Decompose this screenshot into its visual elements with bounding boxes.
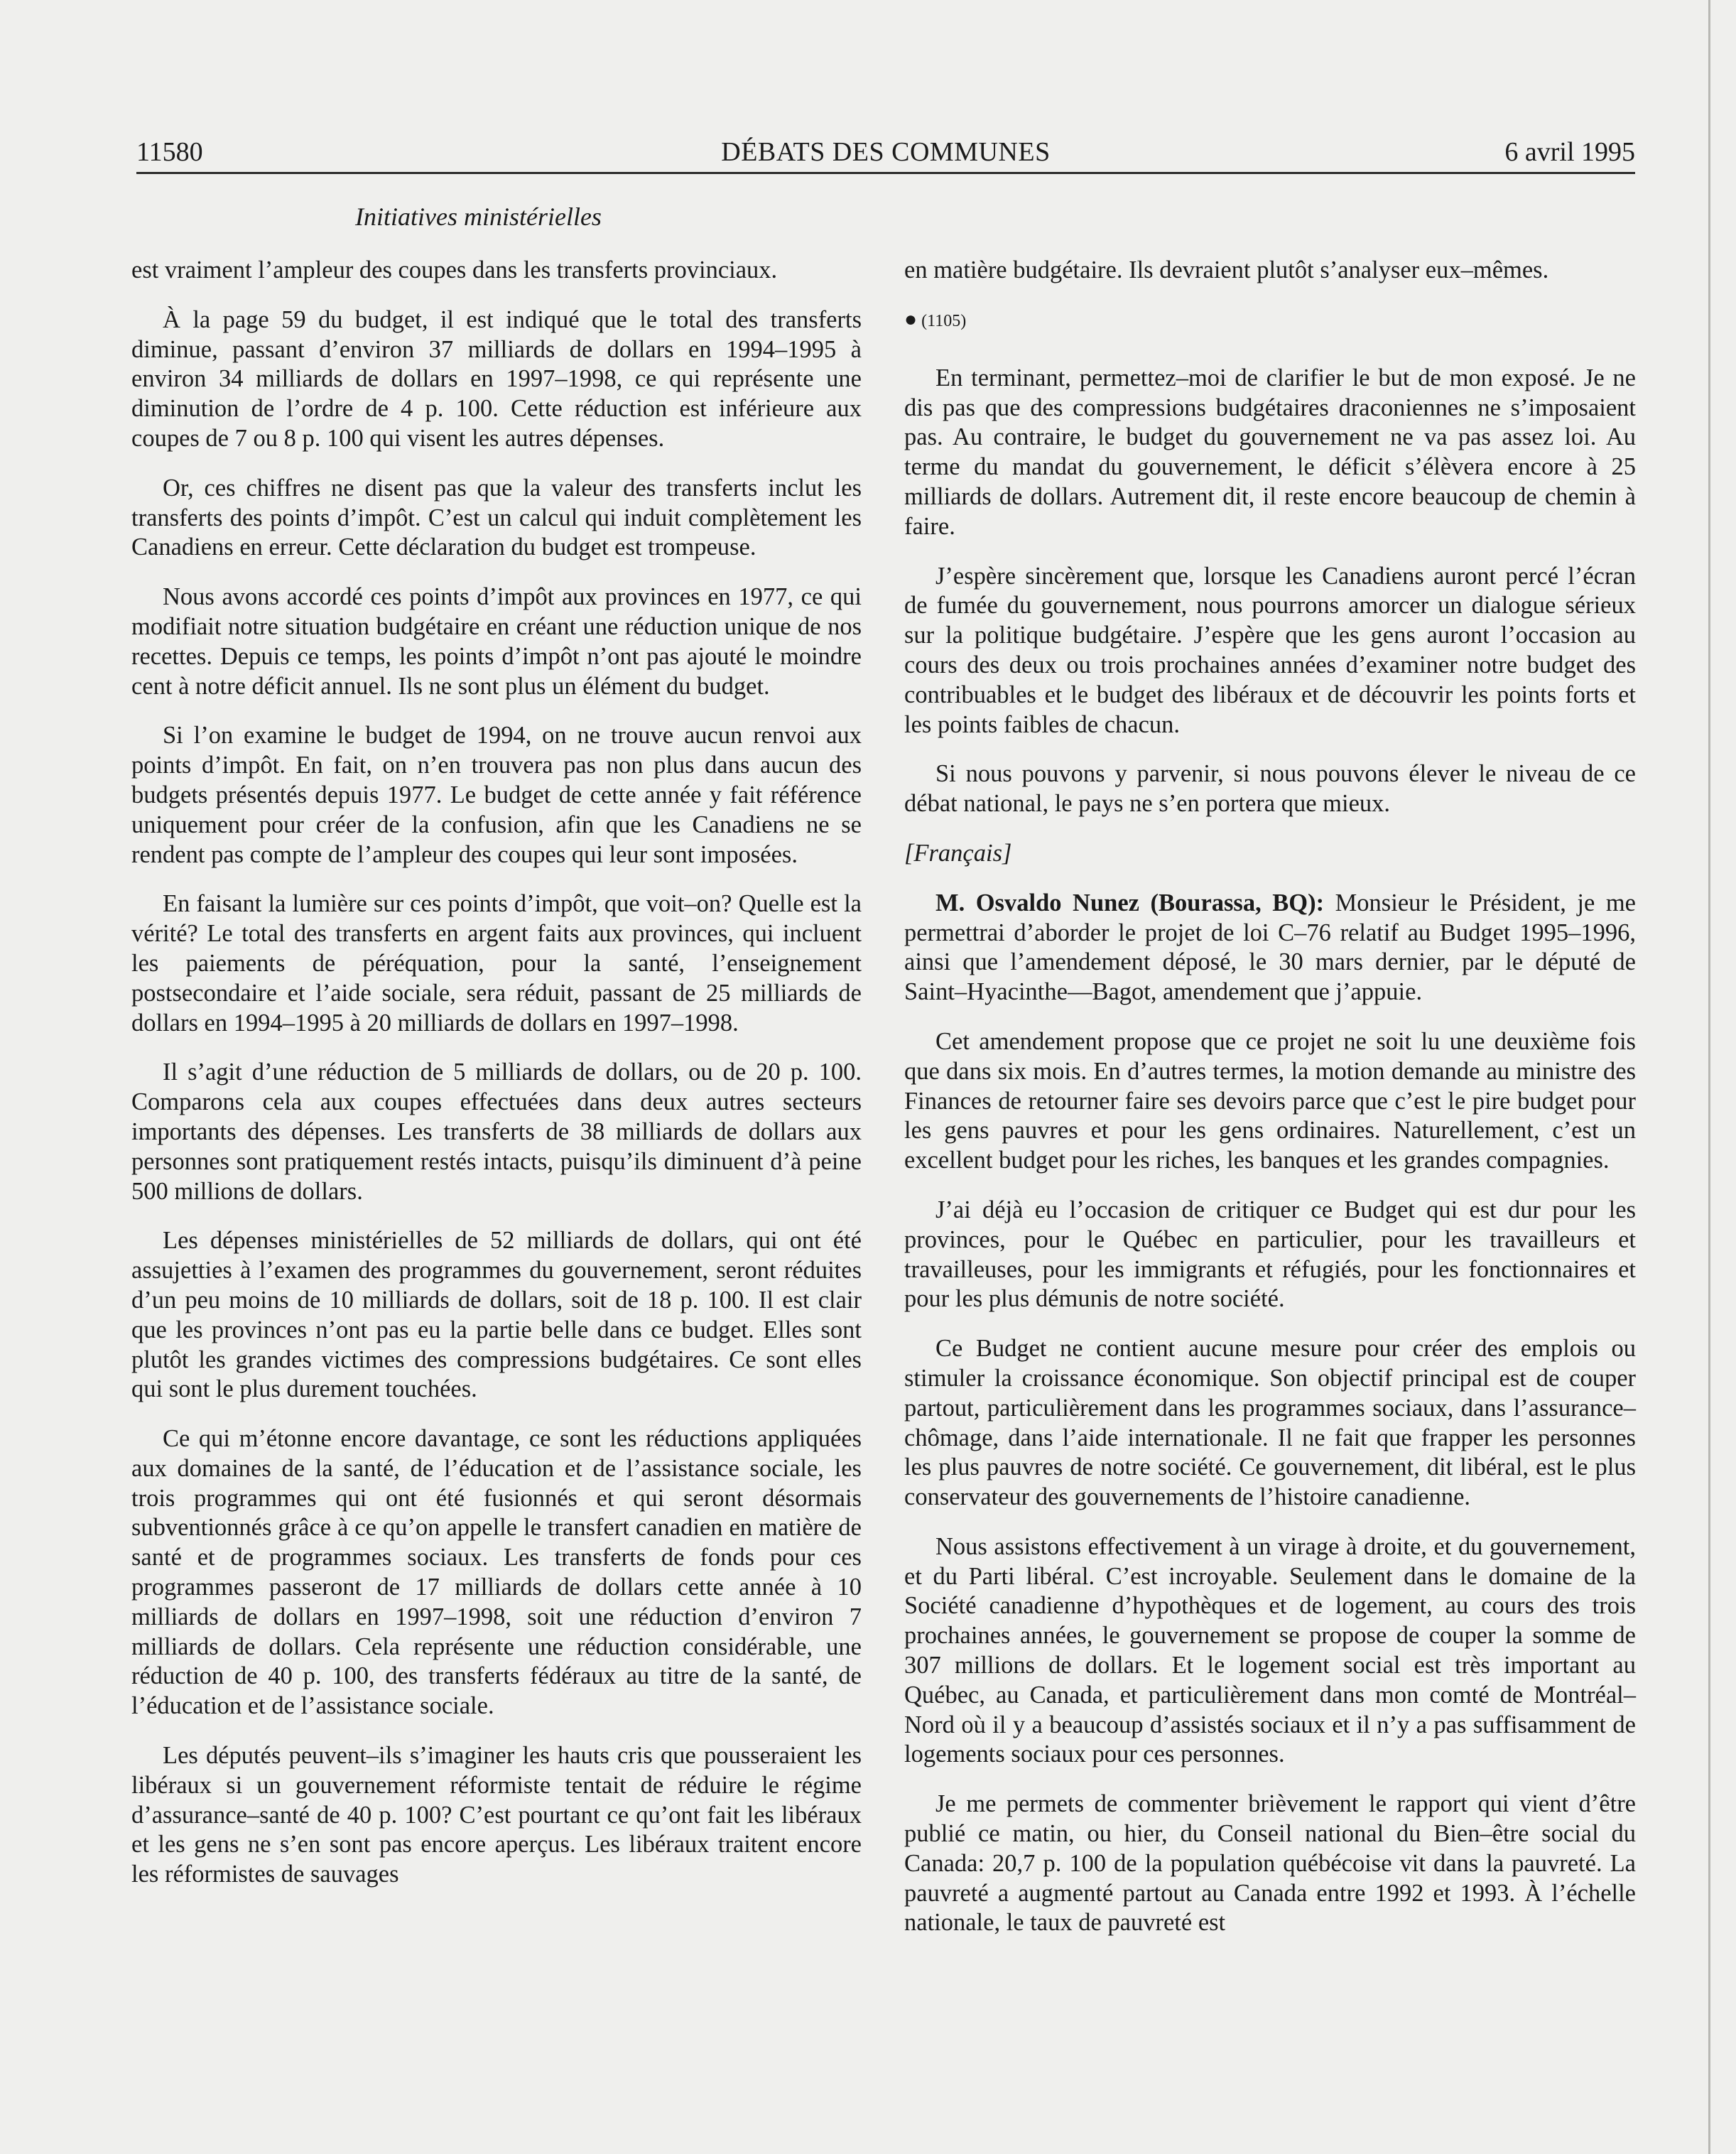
page-header [136,126,1635,174]
paragraph: Je me permets de commenter brièvement le rapport qui vient d’être publié ce matin, ou hier, du Conseil national du Bien–être social du Canada: 20,7 p. 100 de la population québécoise vit dans la pauvreté. La pauvreté a augmenté partout au Canada entre 1992 et 1993. À l’échelle nationale, le taux de pauvreté est [904,1790,1636,1937]
section-label: Initiatives ministérielles [355,202,602,231]
time-marker [904,308,1636,332]
paragraph: Les députés peuvent–ils s’imaginer les hauts cris que pousseraient les libéraux si un gouvernement réformiste tentait de réduire le régime d’assurance–santé de 40 p. 100? C’est pourtant ce qu’ont fait les libéraux et les gens ne s’en sont pas encore aperçus. Les libéraux traitent encore les réformistes de sauvages [131,1742,862,1888]
paragraph: en matière budgétaire. Ils devraient plutôt s’analyser eux–mêmes. [904,256,1549,283]
time-marker-text: (1105) [921,311,967,330]
paragraph: Nous assistons effectivement à un virage à droite, et du gouvernement, et du Parti libéral. C’est incroyable. Seulement dans le domaine de la Société canadienne d’hypothèques et de logement, au cours des trois prochaines années, le gouvernement se propose de couper la somme de 307 millions de dollars. Et le logement social est très important au Québec, au Canada, et particulièrement dans mon comté de Montréal–Nord où il y a beaucoup d’assistés sociaux et il n’y a pas suffisamment de logements sociaux pour ces personnes. [904,1532,1636,1768]
page-number: 11580 [136,137,203,167]
paragraph: En faisant la lumière sur ces points d’impôt, que voit–on? Quelle est la vérité? Le total des transferts en argent faits aux provinces, qui incluent les paiements de péréquation, pour la santé, l’enseignement postsecondaire et l’aide sociale, sera réduit, passant de 25 milliards de dollars en 1994–1995 à 20 milliards de dollars en 1997–1998. [131,890,862,1037]
paragraph: J’ai déjà eu l’occasion de critiquer ce Budget qui est dur pour les provinces, pour le Québec en particulier, pour les travailleurs et travailleuses, pour les immigrants et réfugiés, pour les fonctionnaires et pour les plus démunis de notre société. [904,1196,1636,1313]
publication-title: DÉBATS DES COMMUNES [721,137,1051,167]
paragraph: À la page 59 du budget, il est indiqué que le total des transferts diminue, passant d’environ 37 milliards de dollars en 1994–1995 à environ 34 milliards de dollars en 1997–1998, ce qui représente une diminution de l’ordre de 4 p. 100. Cette réduction est inférieure aux coupes de 7 ou 8 p. 100 qui visent les autres dépenses. [131,305,862,452]
paragraph: En terminant, permettez–moi de clarifier le but de mon exposé. Je ne dis pas que des compressions budgétaires draconiennes ne s’imposaient pas. Au contraire, le budget du gouvernement ne va pas assez loi. Au terme du mandat du gouvernement, le déficit s’élèvera encore à 25 milliards de dollars. Autrement dit, il reste encore beaucoup de chemin à faire. [904,364,1636,540]
paragraph: Il s’agit d’une réduction de 5 milliards de dollars, ou de 20 p. 100. Comparons cela aux coupes effectuées dans deux autres secteurs importants des dépenses. Les transferts de 38 milliards de dollars aux personnes sont pratiquement restés intacts, puisqu’ils diminuent d’à peine 500 millions de dollars. [131,1059,862,1205]
paragraph: est vraiment l’ampleur des coupes dans les transferts provinciaux. [131,256,778,283]
paragraph: Ce Budget ne contient aucune mesure pour créer des emplois ou stimuler la croissance économique. Son objectif principal est de couper partout, particulièrement dans les programmes sociaux, dans l’assurance–chômage, dans l’aide internationale. Il ne fait que frapper les personnes les plus pauvres de notre société. Ce gouvernement, dit libéral, est le plus conservateur des gouvernements de l’histoire canadienne. [904,1335,1636,1511]
paragraph: Si nous pouvons y parvenir, si nous pouvons élever le niveau de ce débat national, le pays ne s’en portera que mieux. [904,760,1636,818]
paragraph: Cet amendement propose que ce projet ne soit lu une deuxième fois que dans six mois. En d’autres termes, la motion demande au ministre des Finances de retourner faire ses devoirs parce que c’est le pire budget pour les gens pauvres et pour les gens ordinaires. Naturellement, c’est un excellent budget pour les riches, les banques et les grandes compagnies. [904,1027,1636,1174]
speaker-name: M. Osvaldo Nunez (Bourassa, BQ): [935,889,1325,916]
paragraph: Ce qui m’étonne encore davantage, ce sont les réductions appliquées aux domaines de la santé, de l’éducation et de l’assistance sociale, les trois programmes qui ont été fusionnés et qui seront désormais subventionnés grâce à ce qu’on appelle le transfert canadien en matière de santé et de programmes sociaux. Les transferts de fonds pour ces programmes passeront de 17 milliards de dollars cette année à 10 milliards de dollars en 1997–1998, soit une réduction d’environ 7 milliards de dollars. Cela représente une réduction considérable, une réduction de 40 p. 100, des transferts fédéraux au titre de la santé, de l’éducation et de l’assistance sociale. [131,1425,862,1720]
bullet-icon: ● [904,307,918,331]
scan-edge-line [1708,0,1710,2154]
paragraph: Or, ces chiffres ne disent pas que la valeur des transferts inclut les transferts des points d’impôt. C’est un calcul qui induit complètement les Canadiens en erreur. Cette déclaration du budget est trompeuse. [131,474,862,561]
paragraph: J’espère sincèrement que, lorsque les Canadiens auront percé l’écran de fumée du gouvernement, nous pourrons amorcer un dialogue sérieux sur la politique budgétaire. J’espère que les gens auront l’occasion au cours des deux ou trois prochaines années d’examiner notre budget des contribuables et le budget des libéraux et de découvrir les points forts et les points faibles de chacun. [904,562,1636,738]
paragraph: Si l’on examine le budget de 1994, on ne trouve aucun renvoi aux points d’impôt. En fait, on n’en trouvera pas non plus dans aucun des budgets présentés depuis 1977. Le budget de cette année y fait référence uniquement pour créer de la confusion, afin que les Canadiens ne se rendent pas compte de l’ampleur des coupes qui leur sont imposées. [131,722,862,868]
right-column [904,256,1636,1958]
speaker-text: Monsieur le Président, je me permettrai d’aborder le projet de loi C–76 relatif au Budget 1995–1996, ainsi que l’amendement déposé, le 30 mars dernier, par le député de Saint–Hyacinthe—Bagot, amendement que j’appuie. [904,889,1636,1006]
language-tag: [Français] [904,839,1012,867]
left-column [131,256,862,1910]
speaker-paragraph [904,889,1636,1007]
publication-date: 6 avril 1995 [1504,137,1635,167]
paragraph: Les dépenses ministérielles de 52 milliards de dollars, qui ont été assujetties à l’examen des programmes du gouvernement, seront réduites d’un peu moins de 10 milliards de dollars, soit de 18 p. 100. Il est clair que les provinces n’ont pas eu la partie belle dans ce budget. Elles sont plutôt les grandes victimes des compressions budgétaires. Ce sont elles qui sont le plus durement touchées. [131,1227,862,1403]
paragraph: Nous avons accordé ces points d’impôt aux provinces en 1977, ce qui modifiait notre situation budgétaire en créant une réduction unique de nos recettes. Depuis ce temps, les points d’impôt n’ont pas ajouté le moindre cent à notre déficit annuel. Ils ne sont plus un élément du budget. [131,583,862,700]
